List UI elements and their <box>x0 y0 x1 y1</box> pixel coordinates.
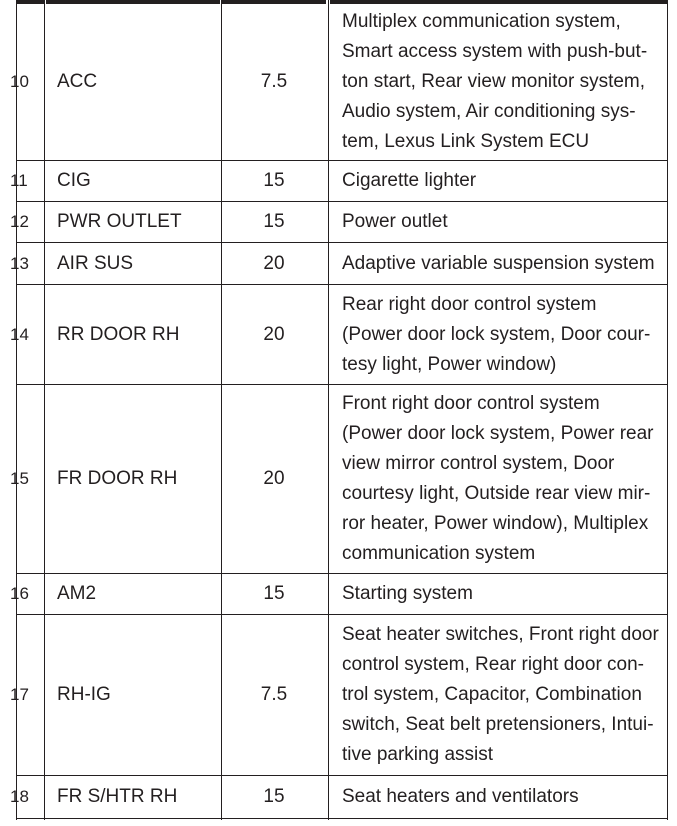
fuse-name: PWR OUTLET <box>57 211 182 232</box>
fuse-number: 18 <box>10 787 29 806</box>
fuse-circuit: Power outlet <box>342 211 448 232</box>
table-row <box>0 243 677 284</box>
fuse-number: 16 <box>10 584 29 603</box>
fuse-ampere: 20 <box>263 468 285 489</box>
fuse-number: 13 <box>10 253 29 273</box>
fuse-ampere: 7.5 <box>260 71 288 92</box>
fuse-name: RH-IG <box>57 684 111 705</box>
table-row <box>0 4 677 160</box>
fuse-number: 17 <box>10 685 29 704</box>
table-row <box>0 285 677 384</box>
table-row <box>0 202 677 242</box>
fuse-number: 12 <box>10 212 29 231</box>
fuse-ampere: 15 <box>263 786 285 807</box>
fuse-number: 10 <box>10 72 29 91</box>
fuse-ampere: 20 <box>263 323 285 345</box>
fuse-circuit: Rear right door control system (Power door lock system, Door cour- tesy light, Power window) <box>342 293 651 375</box>
fuse-name: AIR SUS <box>57 252 134 274</box>
fuse-circuit: Seat heaters and ventilators <box>342 786 579 807</box>
fuse-name: FR S/HTR RH <box>57 786 178 807</box>
fuse-ampere: 15 <box>263 211 285 232</box>
fuse-name: ACC <box>57 71 98 92</box>
table-row <box>0 615 677 775</box>
fuse-circuit: Adaptive variable suspension system <box>342 252 655 274</box>
fuse-ampere: 15 <box>263 170 285 191</box>
fuse-circuit: Seat heater switches, Front right door control system, Rear right door con- trol system, Capacitor, Combination switch, Seat belt pretensioners, Intui- tive parking assist <box>342 624 659 765</box>
table-row <box>0 776 677 818</box>
fuse-name: AM2 <box>57 583 97 604</box>
fuse-circuit: Multiplex communication system, Smart access system with push-but- ton start, Rear view monitor system, Audio system, Air conditioning sys- tem, Lexus Link System ECU <box>342 11 648 152</box>
row-divider <box>16 818 668 819</box>
fuse-name: CIG <box>57 170 91 191</box>
table-row <box>0 385 677 573</box>
fuse-ampere: 7.5 <box>260 684 288 705</box>
fuse-name: RR DOOR RH <box>57 323 180 345</box>
table-row <box>0 574 677 614</box>
fuse-name: FR DOOR RH <box>57 468 178 489</box>
fuse-ampere: 15 <box>263 583 285 604</box>
fuse-circuit: Front right door control system (Power door lock system, Power rear view mirror control system, Door courtesy light, Outside rear view mir- ror heater, Power window), Multiplex communication system <box>342 393 654 564</box>
fuse-circuit: Cigarette lighter <box>342 170 477 191</box>
fuse-ampere: 20 <box>263 252 285 274</box>
fuse-number: 11 <box>10 171 28 190</box>
table-row <box>0 161 677 201</box>
fuse-number: 14 <box>10 324 29 344</box>
fuse-circuit: Starting system <box>342 583 473 604</box>
fuse-number: 15 <box>10 469 29 488</box>
